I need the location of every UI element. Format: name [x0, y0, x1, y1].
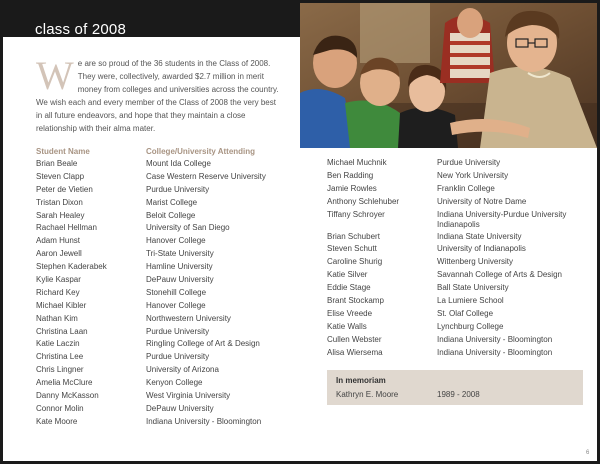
student-name: Christina Lee [36, 352, 84, 362]
college-name: Indiana University - Bloomington [437, 334, 553, 344]
college-name: West Virginia University [146, 391, 231, 401]
college-name: Kenyon College [146, 378, 203, 388]
student-name: Alisa Wiersema [327, 347, 383, 357]
student-name: Steven Clapp [36, 171, 85, 181]
student-name: Sarah Healey [36, 210, 85, 220]
college-name: Stonehill College [146, 287, 207, 297]
student-name: Peter de Vietien [36, 184, 93, 194]
student-name: Kylie Kaspar [36, 275, 81, 285]
right-college-list [437, 157, 587, 359]
college-name: Hanover College [146, 236, 206, 246]
college-name: Tri-State University [146, 249, 214, 259]
class-photo-illustration [300, 3, 597, 148]
college-name-continued: Indianapolis [437, 219, 480, 229]
student-name: Katie Laczin [36, 339, 80, 349]
college-name: Indiana University - Bloomington [437, 347, 553, 357]
college-name: University of Indianapolis [437, 244, 526, 254]
student-name: Elise Vreede [327, 308, 373, 318]
student-name: Stephen Kaderabek [36, 262, 107, 272]
college-name: Marist College [146, 197, 198, 207]
student-name: Richard Key [36, 287, 80, 297]
student-name: Ben Radding [327, 170, 374, 180]
college-name: Wittenberg University [437, 257, 514, 267]
college-header: College/University Attending [146, 147, 256, 156]
college-name: Franklin College [437, 183, 495, 193]
college-name: University of San Diego [146, 223, 230, 233]
student-name: Caroline Shurig [327, 257, 383, 267]
student-name: Kate Moore [36, 416, 78, 426]
college-name: DePauw University [146, 403, 214, 413]
college-name: New York University [437, 170, 509, 180]
student-name: Katie Walls [327, 321, 367, 331]
college-name: Hamline University [146, 262, 213, 272]
student-name: Tiffany Schroyer [327, 209, 385, 219]
intro-text: e are so proud of the 36 students in the Class of 2008. They were, collectively, awarded $2.7 million in merit money from colleges and universities across the country. We wish each and every member of the Class of 2008 the very best in all future endeavors, and hope that they maintain a close relationship with their alma mater. [36, 59, 279, 133]
college-name: Purdue University [146, 326, 210, 336]
college-name: La Lumiere School [437, 296, 504, 306]
student-name: Brian Schubert [327, 231, 380, 241]
college-name: Indiana University - Bloomington [146, 416, 262, 426]
college-name: Northwestern University [146, 313, 231, 323]
college-name-two-line [437, 209, 587, 231]
student-name: Brant Stockamp [327, 296, 384, 306]
college-name: DePauw University [146, 275, 214, 285]
student-name: Chris Lingner [36, 365, 84, 375]
student-name: Eddie Stage [327, 283, 371, 293]
class-photo [300, 3, 597, 148]
student-name: Steven Schutt [327, 244, 377, 254]
student-name: Jamie Rowles [327, 183, 377, 193]
page-title: class of 2008 [35, 21, 126, 38]
student-name: Christina Laan [36, 326, 88, 336]
student-name: Nathan Kim [36, 313, 78, 323]
student-name: Danny McKasson [36, 391, 99, 401]
college-name: Purdue University [146, 184, 210, 194]
college-name: Hanover College [146, 300, 206, 310]
student-name: Michael Kibler [36, 300, 87, 310]
college-name: Ringling College of Art & Design [146, 339, 260, 349]
student-name: Rachael Hellman [36, 223, 97, 233]
student-name: Michael Muchnik [327, 158, 387, 167]
memoriam-title: In memoriam [336, 376, 386, 385]
right-student-list [327, 157, 435, 359]
left-student-list [36, 158, 144, 429]
left-college-list [146, 158, 296, 429]
student-name: Aaron Jewell [36, 249, 82, 259]
in-memoriam-box [327, 370, 583, 405]
college-name: Mount Ida College [146, 159, 211, 168]
college-name: University of Arizona [146, 365, 219, 375]
college-name: Lynchburg College [437, 321, 504, 331]
college-name: Savannah College of Arts & Design [437, 270, 562, 280]
student-name: Brian Beale [36, 159, 78, 168]
college-name: Purdue University [437, 158, 501, 167]
memoriam-years: 1989 - 2008 [437, 390, 480, 399]
college-name: Purdue University [146, 352, 210, 362]
college-name: Case Western Reserve University [146, 171, 266, 181]
student-name: Cullen Webster [327, 334, 382, 344]
college-name: Indiana University-Purdue University [437, 209, 567, 219]
college-name: Beloit College [146, 210, 196, 220]
student-name: Anthony Schlehuber [327, 196, 400, 206]
student-name: Tristan Dixon [36, 197, 83, 207]
drop-cap: W [36, 53, 74, 98]
page-number: 6 [586, 450, 590, 456]
college-name: Ball State University [437, 283, 509, 293]
college-name: University of Notre Dame [437, 196, 527, 206]
student-name: Amelia McClure [36, 378, 93, 388]
student-name: Connor Molin [36, 403, 84, 413]
intro-paragraph [36, 53, 284, 135]
student-name-header: Student Name [36, 147, 90, 156]
memoriam-name: Kathryn E. Moore [336, 390, 399, 399]
student-name: Katie Silver [327, 270, 368, 280]
student-name: Adam Hunst [36, 236, 81, 246]
college-name: Indiana State University [437, 231, 522, 241]
college-name: St. Olaf College [437, 308, 494, 318]
